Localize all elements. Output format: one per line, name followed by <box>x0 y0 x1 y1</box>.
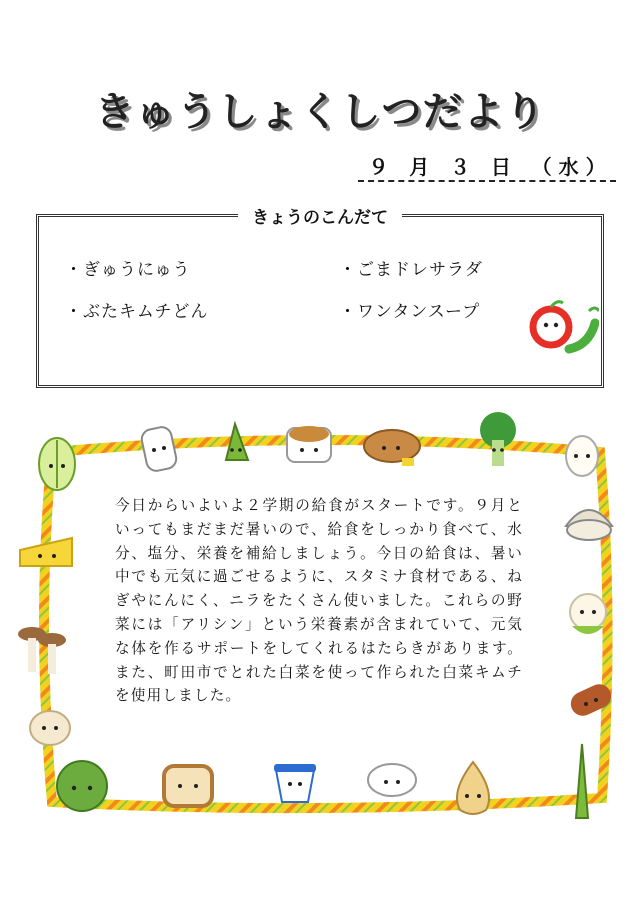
onion-icon <box>446 758 500 820</box>
clam-icon <box>562 500 616 544</box>
date-month: ９ <box>368 154 389 179</box>
page-title: きゅうしょくしつだより <box>94 89 546 135</box>
rice-bowl-icon <box>364 760 420 808</box>
menu-item-kimchi-don: ・ぶたキムチどん <box>65 302 209 322</box>
menu-item-milk: ・ぎゅうにゅう <box>65 260 191 280</box>
toast-icon <box>158 758 218 812</box>
egg-icon <box>560 432 604 480</box>
milk-bottle-icon <box>136 418 182 476</box>
sausage-icon <box>566 680 616 724</box>
shimeji-mushroom-icon <box>12 620 74 682</box>
message-text: 今日からいよいよ２学期の給食がスタートです。９月といってもまだまだ暑いので、給食をしっかり食べて、水分、塩分、栄養を補給しましょう。今日の給食は、暑い中でも元気に過ごせるように、スタミナ食材である、ねぎやにんにく、ニラをたくさん使いました。これらの野菜には「アリシン」という栄養素が含まれていて、元気な体を作るサポートをしてくれるはたらきがあります。また、町田市でとれた白菜を使って作られた白菜キムチを使用しました。 <box>115 497 523 705</box>
okra-icon <box>218 420 252 466</box>
cauliflower-icon <box>562 590 614 642</box>
yogurt-cup-icon <box>268 758 322 810</box>
menu-item-salad: ・ごまドレサラダ <box>339 260 483 280</box>
date-day: ３ <box>450 154 471 179</box>
bread-roll-icon <box>362 426 426 466</box>
menu-box <box>36 208 604 388</box>
cabbage-icon <box>52 758 112 814</box>
asparagus-icon <box>564 738 600 824</box>
chinese-cabbage-icon <box>36 432 78 492</box>
cheese-icon <box>16 526 76 574</box>
date-weekday: （ 水 ） <box>531 154 606 179</box>
date-month-unit: 月 <box>409 154 430 179</box>
broccoli-icon <box>472 410 524 470</box>
date-day-unit: 日 <box>490 154 511 179</box>
natto-icon <box>283 420 335 470</box>
menu-heading: きょうのこんだて <box>238 203 402 228</box>
date-line <box>358 150 616 182</box>
menu-item-wonton-soup: ・ワンタンスープ <box>339 302 481 322</box>
potato-icon <box>26 706 74 748</box>
tomato-mascot-logo-icon <box>529 299 599 355</box>
